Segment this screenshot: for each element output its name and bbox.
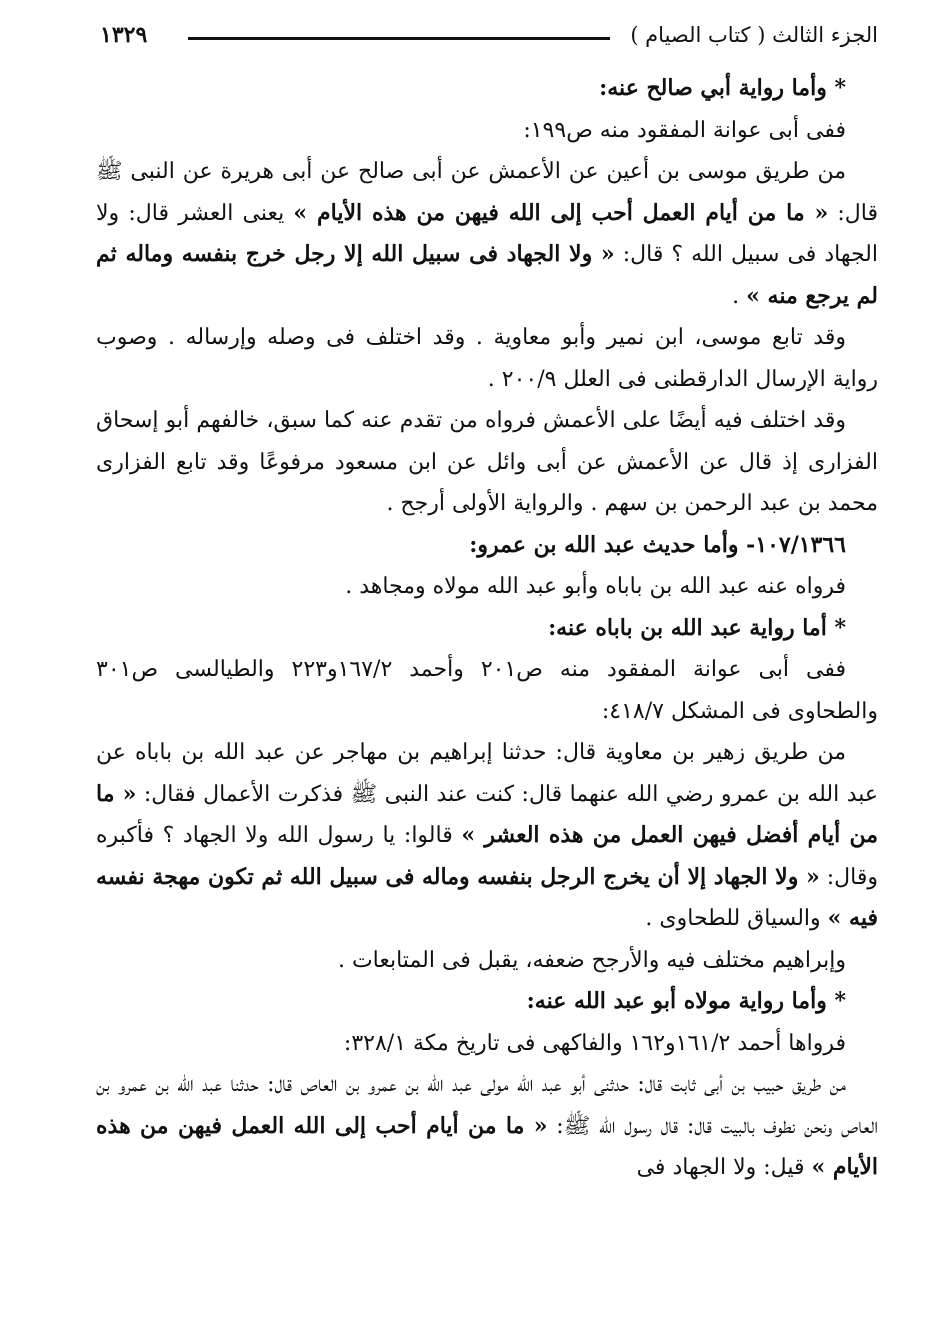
hadith-paragraph: [96, 732, 878, 940]
commentary-paragraph: وقد تابع موسى، ابن نمير وأبو معاوية . وقد اختلف فى وصله وإرساله . وصوب رواية الإرسال الدارقطنى فى العلل ٢٠٠/٩ .: [96, 325, 878, 392]
source-citation: ففى أبى عوانة المفقود منه ص١٩٩:: [523, 117, 846, 143]
source-citation: ففى أبى عوانة المفقود منه ص٢٠١ وأحمد ١٦٧/٢و٢٢٣ والطيالسى ص٣٠١ والطحاوى فى المشكل ٤١٨/٧:: [96, 657, 878, 724]
narration-text: .: [732, 283, 747, 309]
narration-text: والسياق للطحاوى .: [645, 906, 828, 931]
hadith-text: « ما من أيام العمل أحب إلى الله فيهن من هذه الأيام »: [293, 199, 829, 226]
hadith-text: « ولا الجهاد فى سبيل الله إلا رجل خرج بنفسه وماله ثم لم يرجع منه »: [96, 241, 878, 309]
section-heading: * أما رواية عبد الله بن باباه عنه:: [548, 614, 846, 641]
hadith-paragraph: [96, 151, 878, 317]
hadith-text: « ولا الجهاد إلا أن يخرج الرجل بنفسه وماله فى سبيل الله ثم تكون مهجة نفسه فيه »: [96, 863, 878, 931]
hadith-paragraph: [96, 1064, 878, 1189]
chapter-title: الجزء الثالث ( كتاب الصيام ): [630, 23, 878, 47]
narration-chain: من طريق زهير بن معاوية قال: حدثنا إبراهيم بن مهاجر عن عبد الله بن باباه عن عبد الله بن عمرو رضي الله عنهما قال: كنت عند النبى ﷺ فذكرت الأعمال فقال:: [96, 740, 879, 807]
hadith-text: « ما من أيام أحب إلى الله العمل فيهن من هذه الأيام »: [96, 1112, 878, 1180]
page-number: ١٣٢٩: [100, 22, 148, 48]
page-body: [96, 68, 878, 1189]
section-heading: * وأما رواية مولاه أبو عبد الله عنه:: [526, 988, 846, 1014]
source-citation: فرواها أحمد ١٦١/٢و١٦٢ والفاكهى فى تاريخ مكة ٣٢٨/١:: [343, 1030, 846, 1056]
section-heading: * وأما رواية أبي صالح عنه:: [599, 75, 846, 101]
commentary-paragraph: وقد اختلف فيه أيضًا على الأعمش فرواه من تقدم عنه كما سبق، خالفهم أبو إسحاق الفزارى إذ قال عن الأعمش عن أبى وائل عن ابن مسعود مرفوعًا وقد تابع الفزارى محمد بن عبد الرحمن بن سهم . والرواية الأولى أرجح .: [96, 408, 878, 516]
commentary-paragraph: وإبراهيم مختلف فيه والأرجح ضعفه، يقبل فى المتابعات .: [337, 947, 846, 973]
narration-text: يعنى العشر قال: ولا الجهاد فى سبيل الله ؟ قال:: [96, 200, 878, 267]
hadith-text: « ما من أيام أفضل فيهن العمل من هذه العشر »: [96, 780, 878, 848]
section-heading: ١٠٧/١٣٦٦- وأما حديث عبد الله بن عمرو:: [469, 531, 846, 558]
running-header: [100, 20, 878, 54]
narration-text: قالوا: يا رسول الله ولا الجهاد ؟ فأكبره وقال:: [96, 823, 879, 890]
header-rule: [188, 37, 610, 40]
commentary-paragraph: فرواه عنه عبد الله بن باباه وأبو عبد الله مولاه ومجاهد .: [345, 574, 846, 599]
narration-text: قيل: ولا الجهاد فى: [636, 1155, 812, 1180]
narration-chain: من طريق حبيب بن أبى ثابت قال: حدثنى أبو عبد الله مولى عبد الله بن عمرو بن العاص قال: حدثنا عبد الله بن عمرو بن العاص ونحن نطوف بالبيت قال: قال رسول الله ﷺ:: [96, 1072, 878, 1139]
narration-chain: من طريق موسى بن أعين عن الأعمش عن أبى صالح عن أبى هريرة عن النبى ﷺ قال:: [96, 159, 879, 226]
